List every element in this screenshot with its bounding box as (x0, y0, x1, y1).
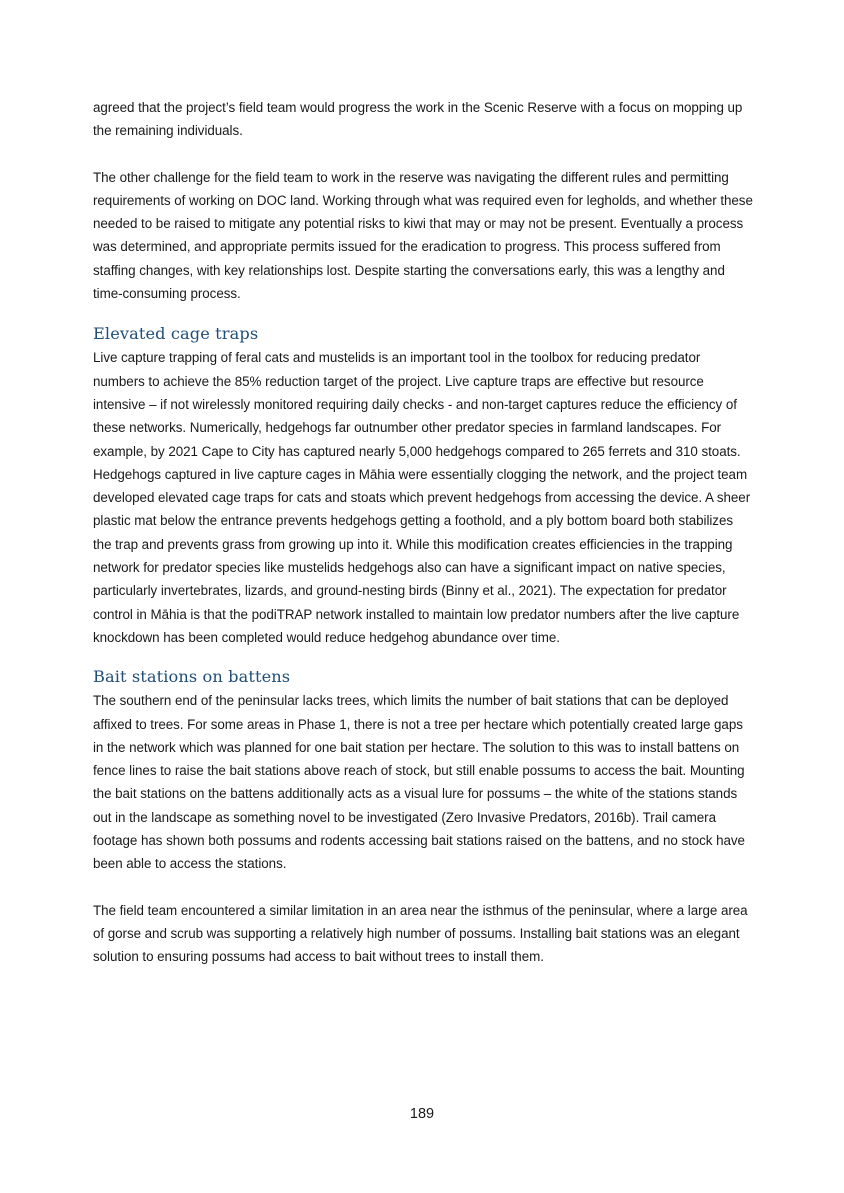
document-page (93, 96, 753, 969)
page-number: 189 (409, 1106, 435, 1122)
intro-paragraph-2: The other challenge for the field team to work in the reserve was navigating the different rules and permitting requirements of working on DOC land. Working through what was required even for legholds, and whether these needed to be raised to mitigate any potential risks to kiwi that may or may not be present. Eventually a process was determined, and appropriate permits issued for the eradication to progress. This process suffered from staffing changes, with key relationships lost. Despite starting the conversations early, this was a lengthy and time-consuming process. (93, 169, 753, 302)
intro-paragraph-1: agreed that the project’s field team would progress the work in the Scenic Reserve with a focus on mopping up the remaining individuals. (93, 100, 743, 139)
bait-stations-paragraph-1: The southern end of the peninsular lacks trees, which limits the number of bait stations that can be deployed affixed to trees. For some areas in Phase 1, there is not a tree per hectare which potentially created large gaps in the network which was planned for one bait station per hectare. The solution to this was to install battens on fence lines to raise the bait stations above reach of stock, but still enable possums to access the bait. Mounting the bait stations on the battens additionally acts as a visual lure for possums – the white of the stations stands out in the landscape as something novel to be investigated (Zero Invasive Predators, 2016b). Trail camera footage has shown both possums and rodents accessing bait stations raised on the battens, and no stock have been able to access the stations. (93, 693, 745, 872)
section-heading-elevated-cage-traps: Elevated cage traps (93, 324, 259, 344)
bait-stations-paragraph-2: The field team encountered a similar limitation in an area near the isthmus of the peninsular, where a large area of gorse and scrub was supporting a relatively high number of possums. Installing bait stations was an elegant solution to ensuring possums had access to bait without trees to install them. (93, 902, 748, 965)
section-heading-bait-stations: Bait stations on battens (93, 667, 291, 687)
elevated-cage-traps-paragraph: Live capture trapping of feral cats and mustelids is an important tool in the toolbox for reducing predator numbers to achieve the 85% reduction target of the project. Live capture traps are effective but resource intensive – if not wirelessly monitored requiring daily checks - and non-target captures reduce the efficiency of these networks. Numerically, hedgehogs far outnumber other predator species in farmland landscapes. For example, by 2021 Cape to City has captured nearly 5,000 hedgehogs compared to 265 ferrets and 310 stoats. Hedgehogs captured in live capture cages in Māhia were essentially clogging the network, and the project team developed elevated cage traps for cats and stoats which prevent hedgehogs from accessing the device. A sheer plastic mat below the entrance prevents hedgehogs getting a foothold, and a ply bottom board both stabilizes the trap and prevents grass from growing up into it. While this modification creates efficiencies in the trapping network for predator species like mustelids hedgehogs also can have a significant impact on native species, particularly invertebrates, lizards, and ground-nesting birds (Binny et al., 2021). The expectation for predator control in Māhia is that the podiTRAP network installed to maintain low predator numbers after the live capture knockdown has been completed would reduce hedgehog abundance over time. (93, 350, 751, 645)
